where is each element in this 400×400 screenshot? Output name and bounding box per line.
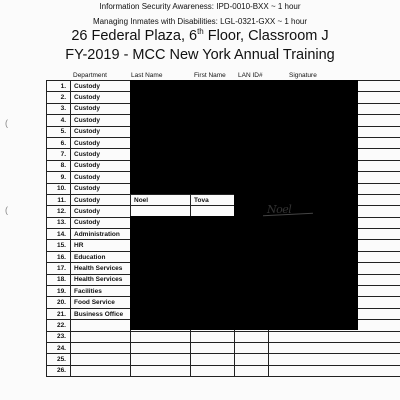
table-row: [47, 365, 400, 376]
row-number: 3.: [47, 103, 71, 114]
last-name-cell: [131, 365, 191, 376]
location-post: Floor, Classroom J: [203, 28, 329, 44]
location-title: [0, 28, 400, 44]
row-number: 19.: [47, 286, 71, 297]
row-number: 2.: [47, 92, 71, 103]
first-name-cell: [191, 342, 235, 353]
department-cell: Custody: [71, 126, 131, 137]
row-number: 8.: [47, 160, 71, 171]
table-row: [47, 354, 400, 365]
row-number: 5.: [47, 126, 71, 137]
column-header-department: Department: [73, 72, 107, 79]
lan-id-cell: [235, 354, 269, 365]
department-cell: Custody: [71, 149, 131, 160]
redaction-block-top: [130, 80, 358, 194]
row-number: 1.: [47, 81, 71, 92]
column-header-lan-id: LAN ID#: [238, 72, 263, 79]
signature-cell: [269, 365, 400, 376]
row-number: 14.: [47, 229, 71, 240]
department-cell: Custody: [71, 217, 131, 228]
row-number: 15.: [47, 240, 71, 251]
handwritten-signature: Noel: [267, 203, 292, 216]
department-cell: Custody: [71, 160, 131, 171]
department-cell: [71, 320, 131, 331]
row-number: 6.: [47, 137, 71, 148]
row-number: 24.: [47, 342, 71, 353]
training-title: FY-2019 - MCC New York Annual Training: [65, 47, 335, 63]
row-number: 10.: [47, 183, 71, 194]
table-row: [47, 331, 400, 342]
column-header-last-name: Last Name: [131, 72, 163, 79]
signature-cell: [269, 354, 400, 365]
department-cell: [71, 342, 131, 353]
department-cell: HR: [71, 240, 131, 251]
last-name-cell: [131, 331, 191, 342]
row-number: 12.: [47, 206, 71, 217]
last-name-cell: [131, 354, 191, 365]
department-cell: Custody: [71, 194, 131, 205]
column-header-signature: Signature: [289, 72, 317, 79]
department-cell: Custody: [71, 137, 131, 148]
department-cell: Business Office: [71, 308, 131, 319]
department-cell: Education: [71, 251, 131, 262]
row-number: 21.: [47, 308, 71, 319]
row-number: 20.: [47, 297, 71, 308]
signature-cell: [269, 342, 400, 353]
course-line-disabilities: Managing Inmates with Disabilities: LGL-0321-GXX ~ 1 hour: [92, 17, 308, 26]
redaction-block-bottom: [130, 216, 358, 330]
department-cell: Food Service: [71, 297, 131, 308]
hole-punch-mark-middle: (: [5, 205, 8, 215]
signature-cell: [269, 331, 400, 342]
table-row: [47, 342, 400, 353]
column-header-first-name: First Name: [194, 72, 226, 79]
department-cell: [71, 354, 131, 365]
row-number: 25.: [47, 354, 71, 365]
last-name-cell: [131, 342, 191, 353]
row-number: 11.: [47, 194, 71, 205]
row-number: 16.: [47, 251, 71, 262]
department-cell: Custody: [71, 206, 131, 217]
first-name-cell: [191, 365, 235, 376]
department-cell: Health Services: [71, 274, 131, 285]
department-cell: Custody: [71, 103, 131, 114]
location-pre: 26 Federal Plaza, 6: [71, 28, 198, 44]
row-number: 4.: [47, 115, 71, 126]
department-cell: Administration: [71, 229, 131, 240]
row-number: 26.: [47, 365, 71, 376]
row-number: 23.: [47, 331, 71, 342]
hole-punch-mark-top: (: [5, 118, 8, 128]
department-cell: Custody: [71, 183, 131, 194]
row-number: 22.: [47, 320, 71, 331]
lan-id-cell: [235, 342, 269, 353]
department-cell: Facilities: [71, 286, 131, 297]
first-name-cell: [191, 354, 235, 365]
first-name-cell: Tova: [191, 194, 235, 205]
lan-id-cell: [235, 331, 269, 342]
location-sup: th: [197, 27, 204, 37]
row-number: 17.: [47, 263, 71, 274]
course-line-security: Information Security Awareness: IPD-0010-BXX ~ 1 hour: [99, 2, 301, 11]
row-number: 18.: [47, 274, 71, 285]
row-number: 13.: [47, 217, 71, 228]
department-cell: Custody: [71, 172, 131, 183]
department-cell: Custody: [71, 92, 131, 103]
lan-id-cell: [235, 365, 269, 376]
department-cell: Custody: [71, 81, 131, 92]
department-cell: Custody: [71, 115, 131, 126]
row-number: 7.: [47, 149, 71, 160]
row-number: 9.: [47, 172, 71, 183]
department-cell: Health Services: [71, 263, 131, 274]
department-cell: [71, 331, 131, 342]
department-cell: [71, 365, 131, 376]
first-name-cell: [191, 331, 235, 342]
last-name-cell: Noel: [131, 194, 191, 205]
